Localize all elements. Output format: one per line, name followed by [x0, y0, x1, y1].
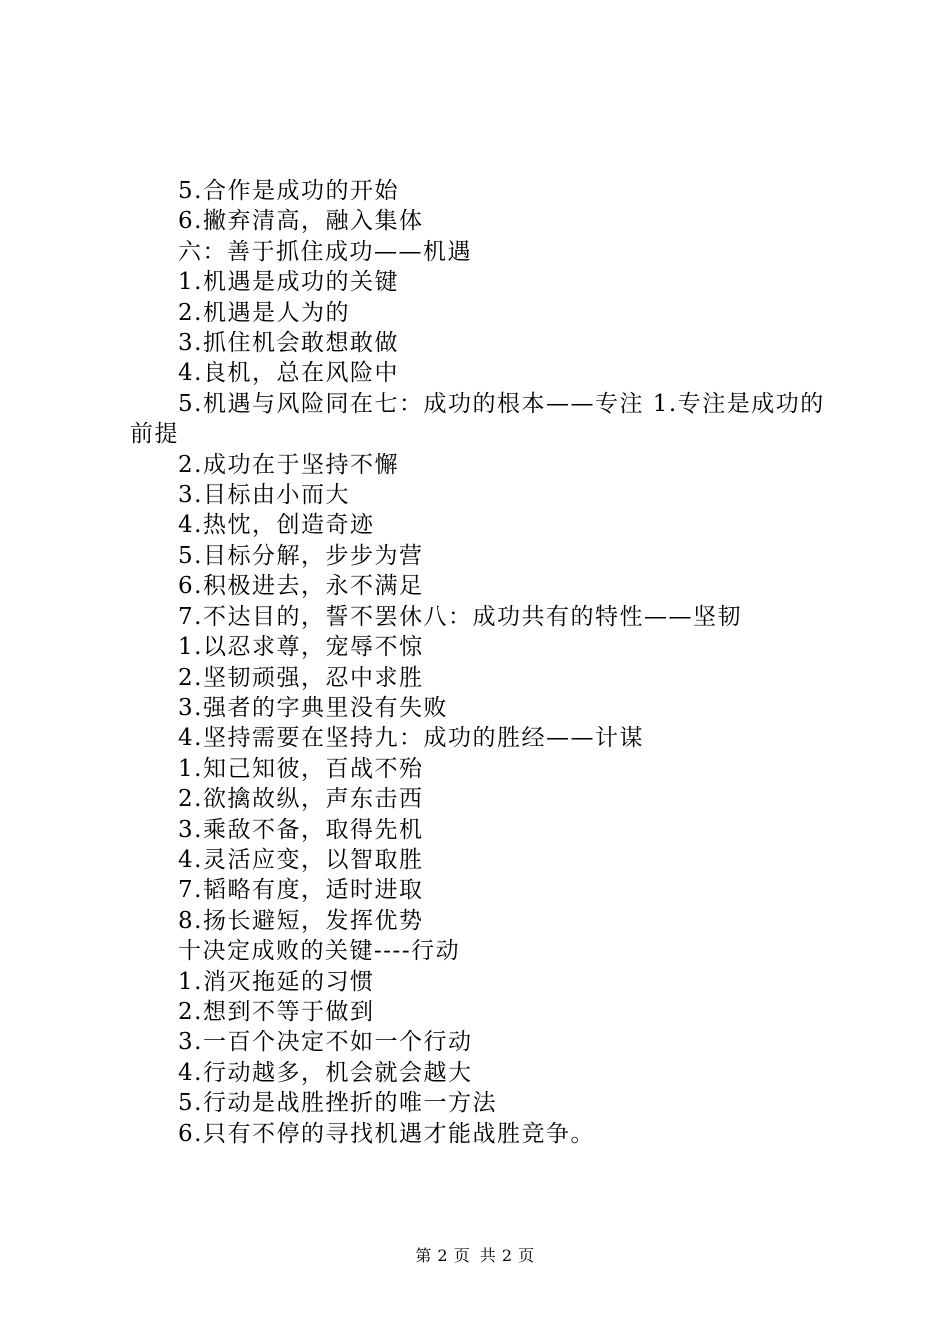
text-line: 1.机遇是成功的关键 [178, 269, 399, 296]
text-line: 1.以忍求尊，宠辱不惊 [178, 634, 424, 661]
text-line: 4.热忱，创造奇迹 [178, 512, 375, 539]
text-line: 2.坚韧顽强，忍中求胜 [178, 664, 424, 691]
text-line: 3.抓住机会敢想敢做 [178, 330, 399, 357]
text-line: 4.行动越多，机会就会越大 [178, 1059, 473, 1086]
text-line: 2.成功在于坚持不懈 [178, 451, 399, 478]
text-line: 5.行动是战胜挫折的唯一方法 [178, 1090, 497, 1117]
section-heading: 六：善于抓住成功——机遇 [178, 238, 472, 265]
text-line: 1.知己知彼，百战不殆 [178, 755, 424, 782]
text-line: 8.扬长避短，发挥优势 [178, 907, 424, 934]
text-line: 3.强者的字典里没有失败 [178, 694, 448, 721]
text-line: 7.韬略有度，适时进取 [178, 877, 424, 904]
page-number: 第 2 页 [415, 1246, 471, 1265]
text-line: 3.一百个决定不如一个行动 [178, 1029, 473, 1056]
text-line: 3.目标由小而大 [178, 482, 350, 509]
text-line: 5.目标分解，步步为营 [178, 542, 424, 569]
page-total: 共 2 页 [479, 1246, 535, 1265]
text-line: 1.消灭拖延的习惯 [178, 968, 375, 995]
section-heading: 十决定成败的关键----行动 [178, 938, 461, 965]
text-line: 4.坚持需要在坚持九：成功的胜经——计谋 [178, 725, 644, 752]
text-line-wrapped: 5.机遇与风险同在七：成功的根本——专注 1.专注是成功的前提 [130, 390, 825, 448]
text-line: 6.积极进去，永不满足 [178, 573, 424, 600]
text-line: 6.只有不停的寻找机遇才能战胜竞争。 [178, 1120, 595, 1147]
text-line: 3.乘敌不备，取得先机 [178, 816, 424, 843]
text-line: 4.灵活应变，以智取胜 [178, 846, 424, 873]
text-line: 2.欲擒故纵，声东击西 [178, 786, 424, 813]
page-footer [0, 1243, 950, 1266]
text-line: 7.不达目的，誓不罢休八：成功共有的特性——坚韧 [178, 603, 742, 630]
text-line: 4.良机，总在风险中 [178, 360, 399, 387]
text-line: 6.撇弃清高，融入集体 [178, 208, 424, 235]
document-body [130, 176, 840, 1149]
text-line: 2.想到不等于做到 [178, 998, 375, 1025]
text-line: 2.机遇是人为的 [178, 299, 350, 326]
text-line: 5.合作是成功的开始 [178, 178, 399, 204]
